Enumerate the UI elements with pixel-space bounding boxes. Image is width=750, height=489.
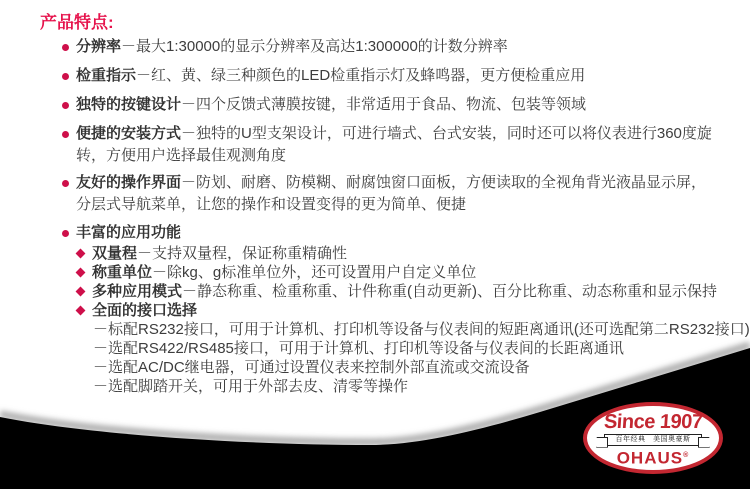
sub-feature-item bbox=[77, 301, 714, 320]
ohaus-logo bbox=[583, 402, 723, 474]
since-1907-text: Since 1907 bbox=[603, 410, 703, 433]
feature-item bbox=[62, 123, 714, 167]
sub-feature-item bbox=[77, 263, 714, 282]
sub-feature-title: 多种应用模式 bbox=[92, 283, 183, 300]
bullet-icon bbox=[62, 73, 69, 80]
feature-title: 分辨率 bbox=[76, 38, 122, 55]
bullet-icon bbox=[62, 131, 69, 138]
feature-title: 友好的操作界面 bbox=[76, 174, 182, 191]
feature-desc: －独特的U型支架设计，可进行墙式、台式安装，同时还可以将仪表进行360度旋转，方便用户选择最佳观测角度 bbox=[76, 125, 712, 164]
brand-text bbox=[617, 447, 690, 467]
bullet-icon bbox=[62, 102, 69, 109]
interface-option: －选配AC/DC继电器，可通过设置仪表来控制外部直流或交流设备 bbox=[93, 359, 530, 376]
feature-title: 检重指示 bbox=[76, 67, 137, 84]
sub-feature-title: 双量程 bbox=[92, 245, 138, 262]
registered-mark: ® bbox=[683, 451, 690, 459]
feature-item bbox=[62, 172, 714, 216]
diamond-bullet-icon bbox=[76, 287, 86, 297]
feature-item bbox=[62, 65, 714, 87]
bullet-icon bbox=[62, 230, 69, 237]
sub-feature-item bbox=[77, 244, 714, 263]
feature-desc: －防划、耐磨、防模糊、耐腐蚀窗口面板，方便读取的全视角背光液晶显示屏，分层式导航菜单，让您的操作和设置变得的更为简单、便捷 bbox=[76, 174, 707, 213]
feature-title: 独特的按键设计 bbox=[76, 96, 182, 113]
sub-feature-desc: －支持双量程，保证称重精确性 bbox=[137, 245, 348, 262]
sub-feature-title: 全面的接口选择 bbox=[92, 302, 198, 319]
bullet-icon bbox=[62, 180, 69, 187]
feature-item bbox=[62, 94, 714, 116]
sub-feature-desc: －除kg、g标准单位外，还可设置用户自定义单位 bbox=[152, 264, 477, 281]
feature-desc: －红、黄、绿三种颜色的LED检重指示灯及蜂鸣器，更方便检重应用 bbox=[136, 67, 586, 84]
sub-feature-item bbox=[77, 282, 718, 301]
feature-item bbox=[62, 36, 714, 58]
logo-banner-text: 百年经典 美国奥豪斯 bbox=[615, 435, 691, 443]
sub-feature-title: 称重单位 bbox=[92, 264, 153, 281]
sub-feature-desc: －静态称重、检重称重、计件称重(自动更新)、百分比称重、动态称重和显示保持 bbox=[182, 283, 718, 300]
diamond-bullet-icon bbox=[76, 249, 86, 259]
feature-desc: －最大1:30000的显示分辨率及高达1:300000的计数分辨率 bbox=[121, 38, 508, 55]
interface-option: －标配RS232接口，可用于计算机、打印机等设备与仪表间的短距离通讯(还可选配第二RS232接口) bbox=[93, 321, 750, 338]
interface-option: －选配脚踏开关，可用于外部去皮、清零等操作 bbox=[93, 378, 409, 395]
logo-banner bbox=[604, 434, 702, 446]
feature-item bbox=[62, 222, 714, 244]
feature-title: 丰富的应用功能 bbox=[76, 224, 182, 241]
bullet-icon bbox=[62, 44, 69, 51]
diamond-bullet-icon bbox=[76, 306, 86, 316]
interface-option: －选配RS422/RS485接口，可用于计算机、打印机等设备与仪表间的长距离通讯 bbox=[93, 340, 624, 357]
feature-title: 便捷的安装方式 bbox=[76, 125, 182, 142]
feature-desc: －四个反馈式薄膜按键，非常适用于食品、物流、包装等领域 bbox=[181, 96, 587, 113]
diamond-bullet-icon bbox=[76, 268, 86, 278]
brand-name: OHAUS bbox=[616, 448, 684, 468]
page-title: 产品特点: bbox=[40, 13, 114, 32]
